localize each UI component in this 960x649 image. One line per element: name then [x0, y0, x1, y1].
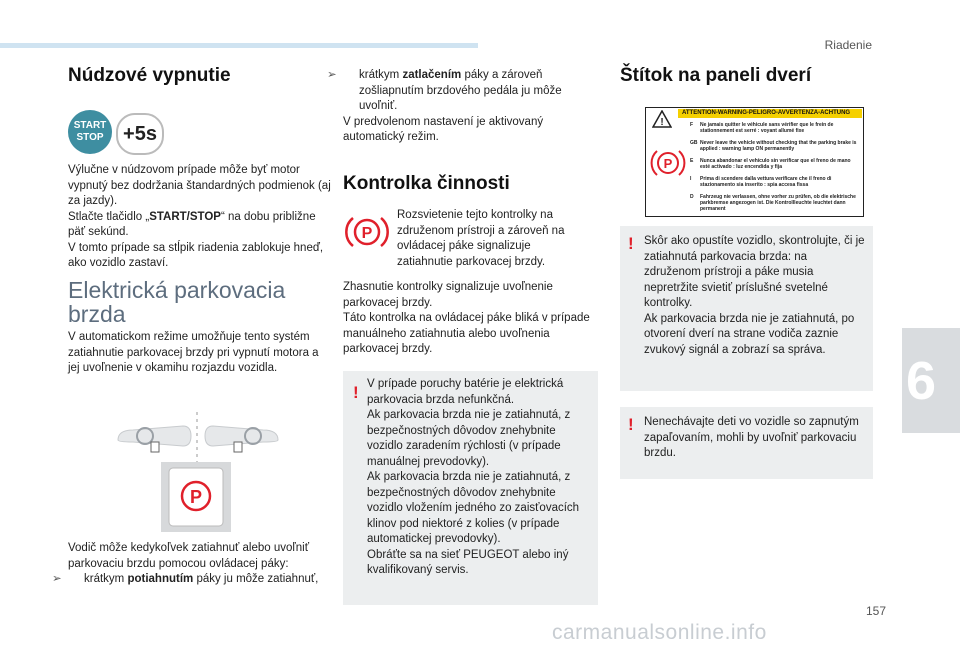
svg-text:P: P [361, 225, 373, 242]
heading-indicator: Kontrolka činnosti [343, 173, 510, 194]
column-3 [620, 65, 870, 86]
label-lines: F Ne jamais quitter le véhicule sans vérifier que le frein de stationnement est serré : voyant allumé fixe GB Never leave the vehicle without checking that the parking brake is applied : warning lamp ON permanently E Nunca abandonar el vehículo sin verificar que el freno de mano esté activado : luz encendida y fija I Prima di scendere dalla vettura verificare che il freno di stazionamento sia inserito : spia accesa fissa D Fahrzeug nie verlassen, ohne vorher zu prüfen, ob die elektrische parkbremse angezogen ist. Die Kontrollleuchte leuchtet dann permanent [690, 122, 857, 212]
warning-triangle-icon [652, 110, 672, 128]
start-stop-icon: START STOP [68, 110, 112, 154]
heading-door-label: Štítok na paneli dverí [620, 65, 812, 86]
indicator-section [343, 173, 593, 194]
parking-brake-label-icon [649, 146, 687, 180]
parking-brake-warning-icon [343, 212, 391, 252]
heading-emergency-stop: Núdzové vypnutie [68, 65, 231, 86]
bullet-pull: ➢ krátkym potiahnutím páky ju môže zatiahnuť, [68, 572, 333, 588]
parking-brake-illustration [113, 412, 285, 532]
warning-exclamation-icon: ! [628, 415, 634, 434]
warning-box-battery: ! V prípade poruchy batérie je elektrická parkovacia brzda nefunkčná. Ak parkovacia brzda nie je zatiahnutá, z bezpečnostných dôvodov znehybnite vozidlo zaradením rýchlosti (v prípade manuálnej prevodovky). Ak parkovacia brzda nie je zatiahnutá, z bezpečnostných dôvodov znehybnite vozidlo vložením jedného zo zaisťovacích klinov pod niektoré z kolies (v prípade automatickej prevodovky). Obráťte sa na sieť PEUGEOT alebo iný kvalifikovaný servis. [343, 371, 598, 605]
svg-text:!: ! [660, 117, 664, 128]
header-bar [0, 43, 478, 48]
emergency-stop-text [68, 163, 333, 272]
paragraph: V automatickom režime umožňuje tento systém zatiahnutie parkovacej brzdy pri vypnutí motora a jej uvoľnenie v okamihu rozjazdu vozidla. [68, 331, 319, 374]
paragraph: V predvolenom nastavení je aktivovaný automatický režim. [343, 115, 544, 143]
column-2 [327, 68, 593, 146]
warning-box-leave-vehicle: ! Skôr ako opustíte vozidlo, skontrolujte, či je zatiahnutá parkovacia brzda: na združenom prístroji a páke musia nepretržite svietiť príslušné svetelné kontrolky. Ak parkovacia brzda nie je zatiahnutá, po otvorení dverí na strane vodiča zaznie zvukový signál a zobrazí sa správa. [620, 226, 873, 391]
svg-text:P: P [189, 487, 203, 507]
paragraph: Táto kontrolka na ovládacej páke bliká v prípade manuálneho zatiahnutia alebo uvoľnenia parkovacej brzdy. [343, 312, 590, 355]
warning-exclamation-icon: ! [353, 383, 359, 402]
section-title: Riadenie [824, 38, 872, 52]
watermark: carmanualsonline.info [552, 621, 767, 644]
svg-text:P: P [663, 156, 673, 171]
parking-brake-section [68, 278, 328, 326]
bullet-push: ➢ krátkym zatlačením páky a zároveň zošliapnutím brzdového pedála ju môže uvoľniť. [327, 69, 562, 112]
plus-5-seconds-icon: +5s [116, 113, 164, 155]
column-1 [68, 65, 328, 86]
indicator-text [343, 280, 593, 358]
paragraph: Stlačte tlačidlo „START/STOP“ na dobu približne päť sekúnd. [68, 210, 316, 238]
indicator-description: Rozsvietenie tejto kontrolky na združenom prístroji a zároveň na ovládacej páke signalizuje zatiahnutie parkovacej brzdy. [397, 209, 565, 268]
parking-brake-operation [52, 541, 333, 588]
warning-box-children: ! Nenechávajte deti vo vozidle so zapnutým zapaľovaním, mohli by uvoľniť parkovaciu brzdu. [620, 407, 873, 479]
label-title: ATTENTION-WARNING-PELIGRO-AVVERTENZA-ACHTUNG [678, 109, 862, 118]
paragraph: Zhasnutie kontrolky signalizuje uvoľnenie parkovacej brzdy. [343, 281, 553, 309]
door-label [645, 107, 864, 217]
page-number: 157 [865, 604, 886, 618]
paragraph: V tomto prípade sa stĺpik riadenia zablokuje hneď, ako vozidlo zastaví. [68, 241, 324, 269]
paragraph: Výlučne v núdzovom prípade môže byť motor vypnutý bez dodržania štandardných podmienok (aj za jazdy). [68, 164, 331, 207]
chapter-number: 6 [905, 351, 936, 411]
parking-brake-text [68, 330, 333, 377]
bullet-arrow-icon: ➢ [52, 573, 62, 585]
warning-exclamation-icon: ! [628, 234, 634, 253]
heading-parking-brake: Elektrická parkovacia brzda [68, 277, 286, 327]
bullet-arrow-icon: ➢ [327, 69, 337, 81]
paragraph: Vodič môže kedykoľvek zatiahnuť alebo uvoľniť parkovaciu brzdu pomocou ovládacej páky: [68, 542, 310, 570]
